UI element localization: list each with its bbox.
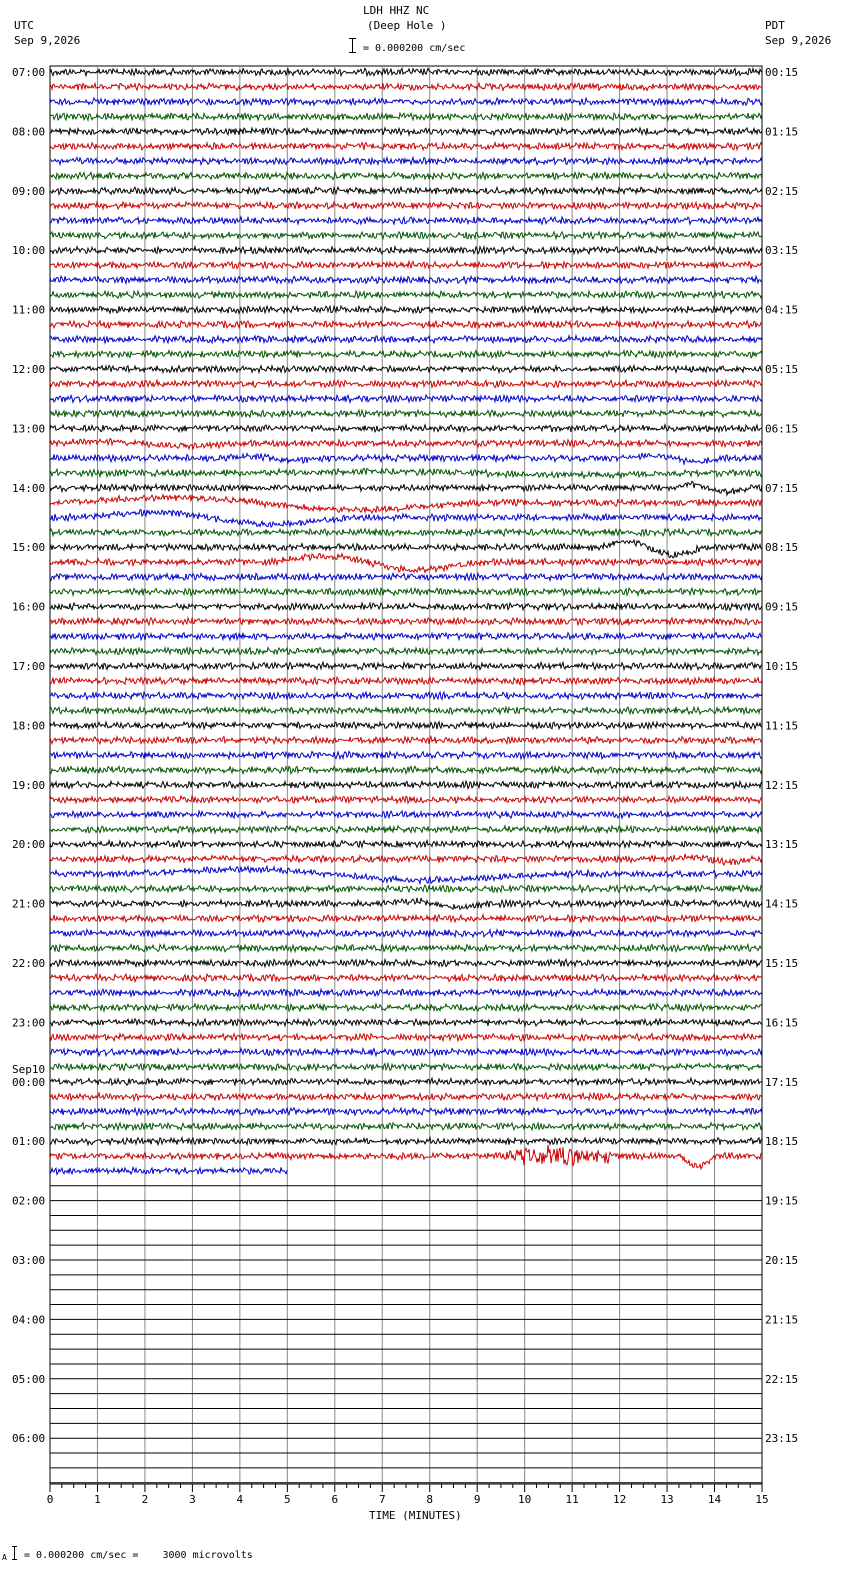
x-tick-label-7: 7 bbox=[378, 1493, 386, 1506]
x-tick-label-0: 0 bbox=[46, 1493, 54, 1506]
trace-69 bbox=[50, 1093, 762, 1100]
trace-46 bbox=[50, 751, 762, 758]
left-hour-label-14: 21:00 bbox=[12, 897, 46, 911]
right-date: Sep 9,2026 bbox=[765, 34, 832, 47]
trace-26 bbox=[50, 453, 762, 464]
right-hour-label-2: 02:15 bbox=[765, 184, 799, 198]
right-hour-label-3: 03:15 bbox=[765, 244, 799, 258]
right-hour-label-16: 16:15 bbox=[765, 1016, 799, 1030]
right-hour-label-17: 17:15 bbox=[765, 1075, 799, 1089]
right-hour-label-4: 04:15 bbox=[765, 303, 799, 317]
x-axis-label: TIME (MINUTES) bbox=[369, 1509, 462, 1522]
right-hour-label-20: 20:15 bbox=[765, 1254, 799, 1267]
trace-1 bbox=[50, 83, 762, 90]
footer-mark: A bbox=[2, 1553, 7, 1562]
trace-38 bbox=[50, 633, 762, 640]
x-tick-label-5: 5 bbox=[284, 1493, 291, 1506]
x-tick-label-15: 15 bbox=[755, 1493, 769, 1506]
trace-53 bbox=[50, 854, 762, 865]
left-hour-label-18: 01:00 bbox=[12, 1135, 46, 1149]
x-tick-label-1: 1 bbox=[94, 1493, 101, 1506]
left-hour-label-13: 20:00 bbox=[12, 838, 46, 852]
left-hour-label-22: 05:00 bbox=[12, 1372, 46, 1386]
trace-47 bbox=[50, 766, 762, 773]
trace-67 bbox=[50, 1063, 762, 1070]
left-hour-label-12: 19:00 bbox=[12, 778, 46, 792]
right-hour-label-9: 09:15 bbox=[765, 600, 799, 614]
x-tick-label-14: 14 bbox=[707, 1493, 722, 1506]
trace-7 bbox=[50, 172, 762, 179]
trace-43 bbox=[50, 707, 762, 714]
trace-29 bbox=[50, 495, 762, 513]
trace-73 bbox=[50, 1145, 762, 1169]
right-hour-label-21: 21:15 bbox=[765, 1313, 799, 1327]
x-tick-label-10: 10 bbox=[518, 1493, 532, 1506]
trace-57 bbox=[50, 915, 762, 922]
right-hour-label-11: 11:15 bbox=[765, 719, 799, 733]
left-hour-label-11: 18:00 bbox=[12, 719, 46, 733]
left-hour-label-16: 23:00 bbox=[12, 1016, 46, 1030]
x-tick-label-8: 8 bbox=[426, 1493, 434, 1506]
left-hour-label-23: 06:00 bbox=[12, 1432, 46, 1446]
trace-56 bbox=[50, 898, 762, 910]
left-hour-label-21: 04:00 bbox=[12, 1313, 46, 1327]
trace-65 bbox=[50, 1034, 762, 1041]
x-tick-label-2: 2 bbox=[141, 1493, 149, 1506]
trace-74 bbox=[50, 1167, 287, 1174]
trace-30 bbox=[50, 510, 762, 527]
left-hour-label-8: 15:00 bbox=[12, 541, 46, 555]
x-tick-label-12: 12 bbox=[612, 1493, 627, 1506]
right-hour-label-5: 05:15 bbox=[765, 363, 799, 376]
trace-34 bbox=[50, 573, 762, 580]
trace-60 bbox=[50, 959, 762, 966]
left-hour-label-2: 09:00 bbox=[12, 184, 46, 198]
trace-55 bbox=[50, 885, 762, 892]
left-hour-label-20: 03:00 bbox=[12, 1254, 46, 1267]
x-tick-label-4: 4 bbox=[236, 1493, 244, 1506]
station-location: (Deep Hole ) bbox=[367, 19, 447, 32]
trace-63 bbox=[50, 1004, 762, 1011]
footer-scale-bar-icon bbox=[12, 1546, 17, 1560]
trace-8 bbox=[50, 187, 762, 194]
right-hour-label-22: 22:15 bbox=[765, 1372, 799, 1386]
trace-32 bbox=[50, 540, 762, 558]
trace-25 bbox=[50, 439, 762, 450]
trace-62 bbox=[50, 989, 762, 996]
right-hour-label-12: 12:15 bbox=[765, 778, 799, 792]
date-change-label: Sep10 bbox=[12, 1062, 46, 1076]
right-hour-label-15: 15:15 bbox=[765, 957, 799, 970]
left-hour-label-0: 07:00 bbox=[12, 66, 46, 79]
right-hour-label-19: 19:15 bbox=[765, 1194, 799, 1208]
left-hour-label-19: 02:00 bbox=[12, 1194, 46, 1208]
trace-68 bbox=[50, 1078, 762, 1085]
trace-58 bbox=[50, 930, 762, 937]
trace-42 bbox=[50, 692, 762, 699]
right-hour-label-7: 07:15 bbox=[765, 481, 799, 495]
left-hour-label-15: 22:00 bbox=[12, 957, 46, 970]
trace-19 bbox=[50, 351, 762, 358]
trace-33 bbox=[50, 554, 762, 573]
time-axis bbox=[47, 1484, 769, 1506]
trace-66 bbox=[50, 1049, 762, 1056]
right-hour-label-8: 08:15 bbox=[765, 541, 799, 555]
trace-70 bbox=[50, 1108, 762, 1115]
trace-31 bbox=[50, 529, 762, 536]
seismic-traces bbox=[50, 68, 762, 1482]
trace-27 bbox=[50, 468, 762, 478]
trace-48 bbox=[50, 781, 762, 788]
right-hour-label-10: 10:15 bbox=[765, 660, 799, 673]
x-tick-label-13: 13 bbox=[660, 1493, 674, 1506]
trace-24 bbox=[50, 425, 762, 432]
right-timezone: PDT bbox=[765, 19, 785, 32]
trace-45 bbox=[50, 737, 762, 744]
trace-13 bbox=[50, 261, 762, 268]
x-tick-label-3: 3 bbox=[189, 1493, 196, 1506]
trace-49 bbox=[50, 796, 762, 803]
right-hour-label-13: 13:15 bbox=[765, 838, 799, 852]
trace-3 bbox=[50, 113, 762, 120]
trace-40 bbox=[50, 662, 762, 669]
trace-10 bbox=[50, 217, 762, 224]
trace-20 bbox=[50, 366, 762, 373]
right-hour-label-14: 14:15 bbox=[765, 897, 799, 911]
trace-37 bbox=[50, 618, 762, 625]
trace-22 bbox=[50, 395, 762, 402]
left-hour-label-1: 08:00 bbox=[12, 125, 46, 139]
left-hour-label-4: 11:00 bbox=[12, 303, 46, 317]
trace-59 bbox=[50, 945, 762, 952]
trace-9 bbox=[50, 202, 762, 209]
trace-61 bbox=[50, 974, 762, 981]
trace-12 bbox=[50, 247, 762, 254]
trace-52 bbox=[50, 841, 762, 848]
trace-71 bbox=[50, 1123, 762, 1130]
trace-72 bbox=[50, 1138, 762, 1145]
trace-21 bbox=[50, 380, 762, 387]
trace-28 bbox=[50, 481, 762, 495]
trace-11 bbox=[50, 232, 762, 239]
left-hour-label-9: 16:00 bbox=[12, 600, 46, 614]
footer-scale-text: = 0.000200 cm/sec = 3000 microvolts bbox=[24, 1550, 253, 1561]
x-tick-label-6: 6 bbox=[331, 1493, 339, 1506]
scale-bar-icon bbox=[349, 38, 356, 53]
x-tick-label-9: 9 bbox=[473, 1493, 481, 1506]
station-title: LDH HHZ NC bbox=[363, 4, 430, 17]
trace-16 bbox=[50, 306, 762, 313]
trace-23 bbox=[50, 410, 762, 417]
left-hour-label-5: 12:00 bbox=[12, 363, 46, 376]
scale-text: = 0.000200 cm/sec bbox=[363, 43, 466, 54]
trace-4 bbox=[50, 128, 762, 135]
right-hour-label-6: 06:15 bbox=[765, 422, 799, 436]
left-hour-label-10: 17:00 bbox=[12, 660, 46, 673]
trace-41 bbox=[50, 677, 762, 684]
trace-54 bbox=[50, 866, 762, 883]
trace-17 bbox=[50, 321, 762, 328]
trace-5 bbox=[50, 143, 762, 150]
right-hour-label-1: 01:15 bbox=[765, 125, 799, 139]
right-hour-label-0: 00:15 bbox=[765, 66, 799, 79]
left-hour-label-3: 10:00 bbox=[12, 244, 46, 258]
trace-39 bbox=[50, 648, 762, 655]
left-date: Sep 9,2026 bbox=[14, 34, 81, 47]
trace-44 bbox=[50, 722, 762, 729]
left-hour-label-6: 13:00 bbox=[12, 422, 46, 436]
trace-6 bbox=[50, 158, 762, 165]
trace-36 bbox=[50, 603, 762, 610]
right-hour-label-23: 23:15 bbox=[765, 1432, 799, 1446]
left-hour-label-17: 00:00 bbox=[12, 1075, 46, 1089]
trace-64 bbox=[50, 1019, 762, 1026]
left-timezone: UTC bbox=[14, 19, 34, 32]
right-hour-label-18: 18:15 bbox=[765, 1135, 799, 1149]
trace-14 bbox=[50, 276, 762, 283]
trace-35 bbox=[50, 588, 762, 595]
trace-18 bbox=[50, 336, 762, 343]
trace-15 bbox=[50, 291, 762, 298]
trace-51 bbox=[50, 826, 762, 833]
x-tick-label-11: 11 bbox=[565, 1493, 579, 1506]
trace-2 bbox=[50, 98, 762, 105]
left-hour-label-7: 14:00 bbox=[12, 481, 46, 495]
trace-0 bbox=[50, 68, 762, 75]
trace-50 bbox=[50, 811, 762, 818]
